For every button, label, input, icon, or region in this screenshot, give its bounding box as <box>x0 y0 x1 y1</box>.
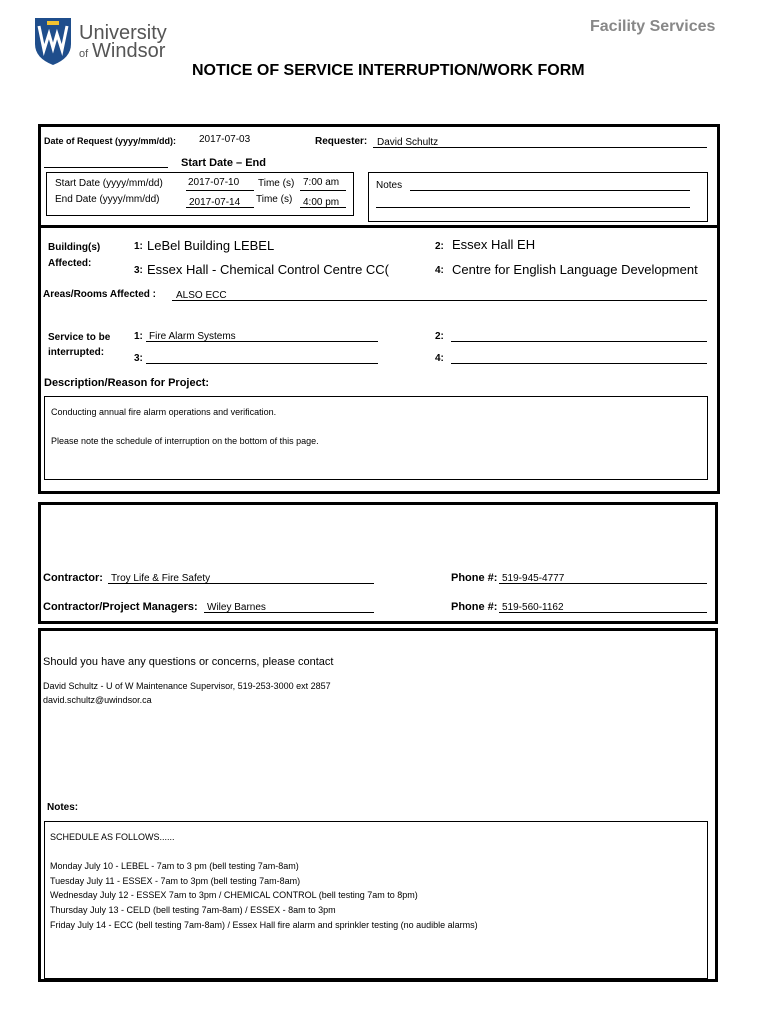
start-date-label: Start Date (yyyy/mm/dd) <box>55 178 163 189</box>
schedule-line-4: Thursday July 13 - CELD (bell testing 7am-8am) / ESSEX - 8am to 3pm <box>50 905 336 915</box>
requester-value[interactable]: David Schultz <box>377 137 439 148</box>
university-logo <box>33 16 173 68</box>
date-of-request-label: Date of Request (yyyy/mm/dd): <box>44 136 177 146</box>
notes-box[interactable] <box>44 821 708 979</box>
managers-label: Contractor/Project Managers: <box>43 601 198 613</box>
logo-windsor-text: Windsor <box>92 40 166 62</box>
form-title: NOTICE OF SERVICE INTERRUPTION/WORK FORM <box>192 62 585 79</box>
service-1-number: 1: <box>134 331 143 342</box>
crest-icon <box>33 16 73 66</box>
top-notes-label: Notes <box>376 180 403 191</box>
contact-email[interactable]: david.schultz@uwindsor.ca <box>43 695 152 705</box>
start-time-label: Time (s) <box>258 178 295 189</box>
service-1-value[interactable]: Fire Alarm Systems <box>149 331 236 342</box>
notes-box-top <box>368 172 708 222</box>
end-date-value[interactable]: 2017-07-14 <box>189 197 241 208</box>
notes-label: Notes: <box>47 802 79 813</box>
service-3-number: 3: <box>134 353 143 364</box>
services-label-line2: interrupted: <box>48 347 105 358</box>
start-time-value[interactable]: 7:00 am <box>303 177 340 188</box>
description-line-2: Please note the schedule of interruption on the bottom of this page. <box>51 436 319 446</box>
areas-value[interactable]: ALSO ECC <box>176 290 227 301</box>
service-2-field[interactable] <box>451 341 707 342</box>
requester-label: Requester: <box>315 136 368 147</box>
description-box[interactable] <box>44 396 708 480</box>
description-line-1: Conducting annual fire alarm operations and verification. <box>51 407 277 417</box>
areas-label: Areas/Rooms Affected : <box>43 289 156 300</box>
buildings-label-line1: Building(s) <box>48 242 101 253</box>
date-of-request-value[interactable]: 2017-07-03 <box>199 134 251 145</box>
service-2-number: 2: <box>435 331 444 342</box>
services-label-line1: Service to be <box>48 332 111 343</box>
logo-of-text: of <box>79 48 89 60</box>
building-3-value[interactable]: Essex Hall - Chemical Control Centre CC( <box>147 262 390 277</box>
contact-line-1: David Schultz - U of W Maintenance Supervisor, 519-253-3000 ext 2857 <box>43 681 331 691</box>
end-time-value[interactable]: 4:00 pm <box>303 197 340 208</box>
service-4-field[interactable] <box>451 363 707 364</box>
schedule-line-3: Wednesday July 12 - ESSEX 7am to 3pm / CHEMICAL CONTROL (bell testing 7am to 8pm) <box>50 890 418 900</box>
service-3-field[interactable] <box>146 363 378 364</box>
building-3-number: 3: <box>134 265 143 276</box>
top-notes-line-2[interactable] <box>376 207 690 208</box>
building-2-number: 2: <box>435 241 444 252</box>
contractor-value[interactable]: Troy Life & Fire Safety <box>111 573 211 584</box>
end-date-label: End Date (yyyy/mm/dd) <box>55 194 160 205</box>
building-2-value[interactable]: Essex Hall EH <box>452 237 536 252</box>
service-4-number: 4: <box>435 353 444 364</box>
start-date-value[interactable]: 2017-07-10 <box>188 177 240 188</box>
contractor-phone-value[interactable]: 519-945-4777 <box>502 573 565 584</box>
managers-value[interactable]: Wiley Barnes <box>207 602 266 613</box>
building-1-value[interactable]: LeBel Building LEBEL <box>147 238 275 253</box>
building-1-number: 1: <box>134 241 143 252</box>
top-notes-line-1[interactable] <box>410 190 690 191</box>
schedule-line-1: Monday July 10 - LEBEL - 7am to 3 pm (bell testing 7am-8am) <box>50 861 299 871</box>
end-time-label: Time (s) <box>256 194 293 205</box>
contractor-label: Contractor: <box>43 572 103 584</box>
schedule-heading: SCHEDULE AS FOLLOWS...... <box>50 832 175 842</box>
logo-university-text: University <box>79 22 167 44</box>
managers-phone-value[interactable]: 519-560-1162 <box>502 602 564 613</box>
building-4-number: 4: <box>435 265 444 276</box>
schedule-line-2: Tuesday July 11 - ESSEX - 7am to 3pm (bell testing 7am-8am) <box>50 876 301 886</box>
building-4-value[interactable]: Centre for English Language Development <box>452 262 698 277</box>
schedule-line-5: Friday July 14 - ECC (bell testing 7am-8am) / Essex Hall fire alarm and sprinkler testing (no audible alarms) <box>50 920 478 930</box>
buildings-label-line2: Affected: <box>48 258 92 269</box>
contractor-phone-label: Phone #: <box>451 572 498 584</box>
description-label: Description/Reason for Project: <box>44 377 210 389</box>
contact-intro: Should you have any questions or concerns, please contact <box>43 656 334 668</box>
start-end-heading: Start Date – End <box>181 157 266 169</box>
department-name: Facility Services <box>590 18 716 35</box>
managers-phone-label: Phone #: <box>451 601 498 613</box>
